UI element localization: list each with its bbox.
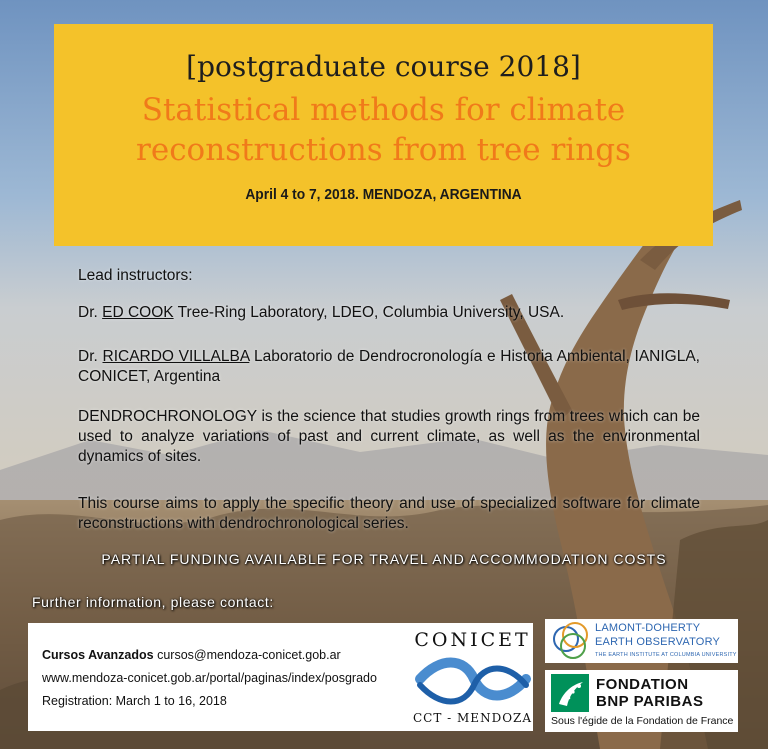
course-kicker: [postgraduate course 2018]	[186, 50, 581, 83]
bnp-stars-icon	[551, 674, 589, 712]
instructors-heading: Lead instructors:	[78, 267, 193, 284]
contact-box	[28, 623, 533, 731]
course-title-line1: Statistical methods for climate	[141, 92, 626, 128]
bnp-line1: FONDATION	[596, 676, 689, 693]
ldeo-circles-icon	[549, 619, 593, 663]
instructor-1	[78, 303, 700, 323]
contact-email-line	[42, 648, 341, 662]
instructor-2	[78, 347, 700, 387]
bnp-logo	[545, 670, 738, 732]
ldeo-line2: EARTH OBSERVATORY	[595, 636, 721, 648]
contact-label: Cursos Avanzados	[42, 648, 154, 662]
contact-email[interactable]: cursos@mendoza-conicet.gob.ar	[157, 648, 341, 662]
course-title-line2: reconstructions from tree rings	[136, 132, 631, 168]
title-banner	[54, 24, 713, 246]
description-paragraph-1: DENDROCHRONOLOGY is the science that studies growth rings from trees which can be used to analyze variations of past and current climate, as well as the environmental dynamics of sites.	[78, 408, 700, 465]
conicet-wave-icon	[412, 657, 533, 707]
ldeo-line1: LAMONT-DOHERTY	[595, 622, 701, 634]
instructor-2-affiliation: Laboratorio de Dendrocronología e Historia Ambiental, IANIGLA, CONICET, Argentina	[78, 348, 700, 385]
contact-url[interactable]: www.mendoza-conicet.gob.ar/portal/paginas/index/posgrado	[42, 671, 377, 685]
contact-heading: Further information, please contact:	[32, 594, 274, 610]
ldeo-line3: THE EARTH INSTITUTE AT COLUMBIA UNIVERSITY	[595, 652, 737, 658]
registration-dates: Registration: March 1 to 16, 2018	[42, 694, 227, 708]
bnp-tagline: Sous l'égide de la Fondation de France	[551, 715, 734, 727]
bnp-line2: BNP PARIBAS	[596, 693, 704, 710]
conicet-name: CONICET	[414, 629, 531, 651]
conicet-sub: CCT - MENDOZA	[412, 711, 533, 725]
instructor-1-name: ED COOK	[102, 304, 174, 321]
funding-banner: PARTIAL FUNDING AVAILABLE FOR TRAVEL AND ACCOMMODATION COSTS	[101, 551, 667, 567]
instructor-2-prefix: Dr.	[78, 348, 98, 365]
instructor-1-affiliation: Tree-Ring Laboratory, LDEO, Columbia University, USA.	[177, 304, 565, 321]
course-title	[54, 90, 713, 170]
conicet-logo	[412, 623, 533, 731]
ldeo-logo	[545, 619, 738, 663]
date-location: April 4 to 7, 2018. MENDOZA, ARGENTINA	[245, 186, 522, 203]
description-paragraph-2: This course aims to apply the specific theory and use of specialized software for climate reconstructions with dendrochronological series.	[78, 495, 700, 532]
instructor-2-name: RICARDO VILLALBA	[102, 348, 250, 365]
instructor-1-prefix: Dr.	[78, 304, 98, 321]
